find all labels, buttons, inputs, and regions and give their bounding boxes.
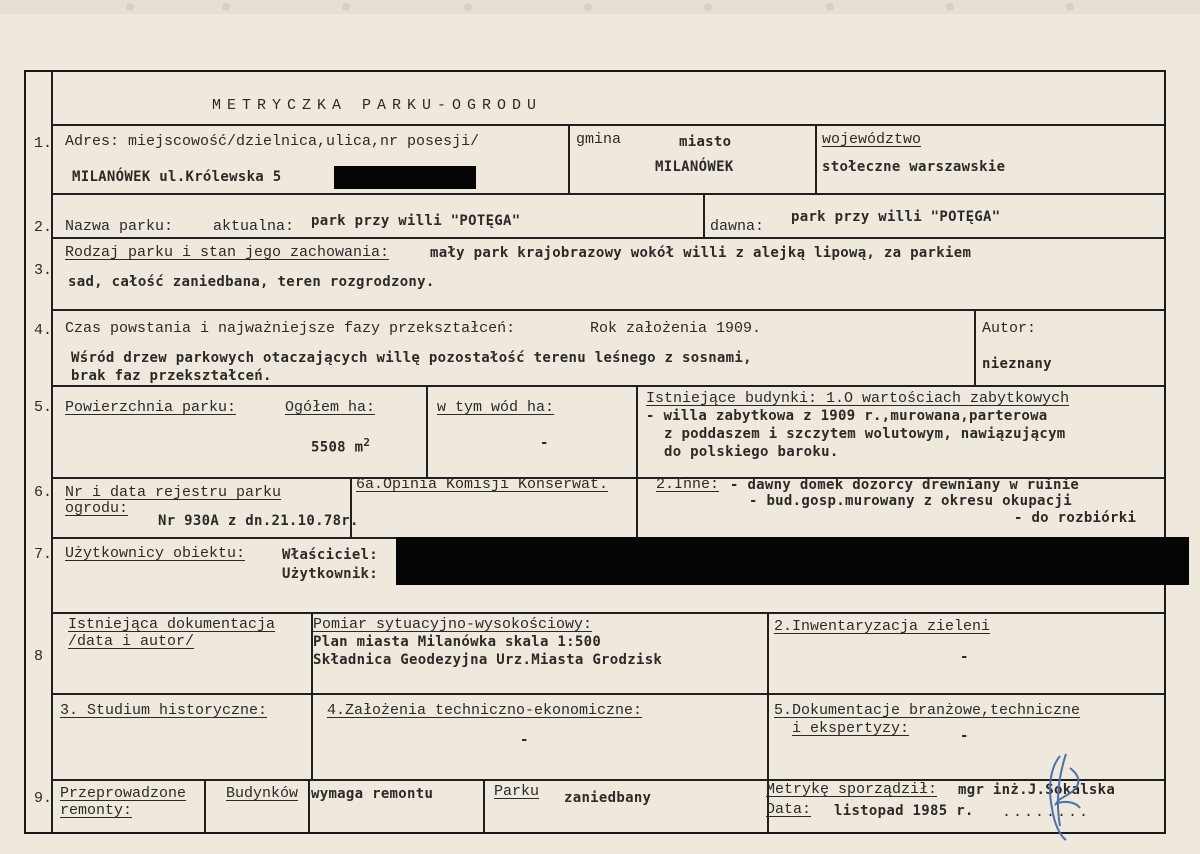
page-title: METRYCZKA PARKU-OGRODU xyxy=(212,97,543,114)
current-name-label: aktualna: xyxy=(213,218,295,235)
author-label: Autor: xyxy=(982,320,1037,337)
park-type-label: Rodzaj parku i stan jego zachowania: xyxy=(65,244,390,261)
other-line2: - bud.gosp.murowany z okresu okupacji xyxy=(749,493,1072,509)
row-number-1: 1. xyxy=(34,135,53,152)
register-label-2: ogrodu: xyxy=(65,500,129,517)
area-label: Powierzchnia parku: xyxy=(65,399,237,416)
row-number-3: 3. xyxy=(34,262,53,279)
repairs-buildings-label: Budynków xyxy=(226,785,299,802)
repairs-label-1: Przeprowadzone xyxy=(60,785,187,802)
greenery-label: 2.Inwentaryzacja zieleni xyxy=(774,618,991,635)
author-value: nieznany xyxy=(982,356,1052,372)
row-number-6: 6. xyxy=(34,484,53,501)
punch-hole xyxy=(946,3,954,11)
province-label: województwo xyxy=(822,131,922,148)
row-number-2: 2. xyxy=(34,219,53,236)
other-label: 2.Inne: xyxy=(656,476,720,493)
technical-assumptions-value: - xyxy=(520,732,529,748)
gmina-label: gmina xyxy=(576,131,622,148)
water-label: w tym wód ha: xyxy=(437,399,555,416)
survey-label: Pomiar sytuacyjno-wysokościowy: xyxy=(313,616,593,633)
date-value: listopad 1985 r. xyxy=(834,803,974,819)
history-label: Czas powstania i najważniejsze fazy przekształceń: xyxy=(65,320,516,337)
history-line3: brak faz przekształceń. xyxy=(71,368,272,384)
buildings-label: Istniejące budynki: 1.O wartościach zabytkowych xyxy=(646,390,1070,407)
area-total-label: Ogółem ha: xyxy=(285,399,376,416)
gmina-value: MILANÓWEK xyxy=(655,159,734,175)
opinion-label: 6a.Opinia Komisji Konserwat. xyxy=(356,476,609,493)
punch-hole xyxy=(1066,3,1074,11)
row-number-5: 5. xyxy=(34,399,53,416)
register-label-1: Nr i data rejestru parku xyxy=(65,484,282,501)
historical-study-label: 3. Studium historyczne: xyxy=(60,702,268,719)
punch-hole xyxy=(704,3,712,11)
park-name-label: Nazwa parku: xyxy=(65,218,174,235)
page-top-edge xyxy=(0,0,1200,14)
redaction-block xyxy=(396,537,1189,585)
punch-hole xyxy=(826,3,834,11)
industry-docs-label-2: i ekspertyzy: xyxy=(792,720,910,737)
area-total-value: 5508 $m^2$ xyxy=(311,436,371,456)
province-value: stołeczne warszawskie xyxy=(822,159,1006,175)
documentation-label-2: /data i autor/ xyxy=(68,633,195,650)
address-value: MILANÓWEK ul.Królewska 5 xyxy=(72,169,282,185)
buildings-line3: do polskiego baroku. xyxy=(664,444,839,460)
date-label: Data: xyxy=(766,801,812,818)
history-line1: Rok założenia 1909. xyxy=(590,320,762,337)
documentation-label-1: Istniejąca dokumentacja xyxy=(68,616,276,633)
prepared-by-label: Metrykę sporządził: xyxy=(766,781,938,798)
prepared-by-value: mgr inż.J.Sokalska xyxy=(958,782,1116,798)
row-number-8: 8 xyxy=(34,648,44,665)
register-value: Nr 930A z dn.21.10.78r. xyxy=(158,513,359,529)
park-type-line1: mały park krajobrazowy wokół willi z alejką lipową, za parkiem xyxy=(430,245,972,261)
punch-hole xyxy=(342,3,350,11)
buildings-line2: z poddaszem i szczytem wolutowym, nawiązującym xyxy=(664,426,1066,442)
former-name-label: dawna: xyxy=(710,218,765,235)
technical-assumptions-label: 4.Założenia techniczno-ekonomiczne: xyxy=(327,702,643,719)
owner-label: Właściciel: xyxy=(282,547,379,563)
other-line1: - dawny domek dozorcy drewniany w ruinie xyxy=(730,477,1080,493)
greenery-value: - xyxy=(960,649,969,665)
signature-dotted-line: ........ xyxy=(1002,804,1091,821)
address-label: Adres: miejscowość/dzielnica,ulica,nr posesji/ xyxy=(65,133,480,150)
row-number-4: 4. xyxy=(34,322,53,339)
punch-hole xyxy=(584,3,592,11)
former-name-value: park przy willi "POTĘGA" xyxy=(791,209,1001,225)
survey-line1: Plan miasta Milanówka skala 1:500 xyxy=(313,634,602,650)
park-type-line2: sad, całość zaniedbana, teren rozgrodzony. xyxy=(68,274,435,290)
history-line2: Wśród drzew parkowych otaczających willę pozostałość terenu leśnego z sosnami, xyxy=(71,350,752,366)
punch-hole xyxy=(126,3,134,11)
signature-mark xyxy=(1030,748,1100,848)
punch-hole xyxy=(222,3,230,11)
other-line3: - do rozbiórki xyxy=(1014,510,1137,526)
gmina-type: miasto xyxy=(679,134,732,150)
repairs-park-value: zaniedbany xyxy=(564,790,652,806)
punch-hole xyxy=(464,3,472,11)
repairs-buildings-value: wymaga remontu xyxy=(311,786,434,802)
row-number-7: 7. xyxy=(34,546,53,563)
repairs-park-label: Parku xyxy=(494,783,540,800)
buildings-line1: - willa zabytkowa z 1909 r.,murowana,parterowa xyxy=(646,408,1048,424)
redaction-block xyxy=(334,166,476,189)
water-value: - xyxy=(540,435,549,451)
row-number-9: 9. xyxy=(34,790,53,807)
repairs-label-2: remonty: xyxy=(60,802,133,819)
industry-docs-label-1: 5.Dokumentacje branżowe,techniczne xyxy=(774,702,1081,719)
current-name-value: park przy willi "POTĘGA" xyxy=(311,213,521,229)
survey-line2: Składnica Geodezyjna Urz.Miasta Grodzisk xyxy=(313,652,663,668)
user-label: Użytkownik: xyxy=(282,566,379,582)
industry-docs-value: - xyxy=(960,728,969,744)
users-label: Użytkownicy obiektu: xyxy=(65,545,246,562)
